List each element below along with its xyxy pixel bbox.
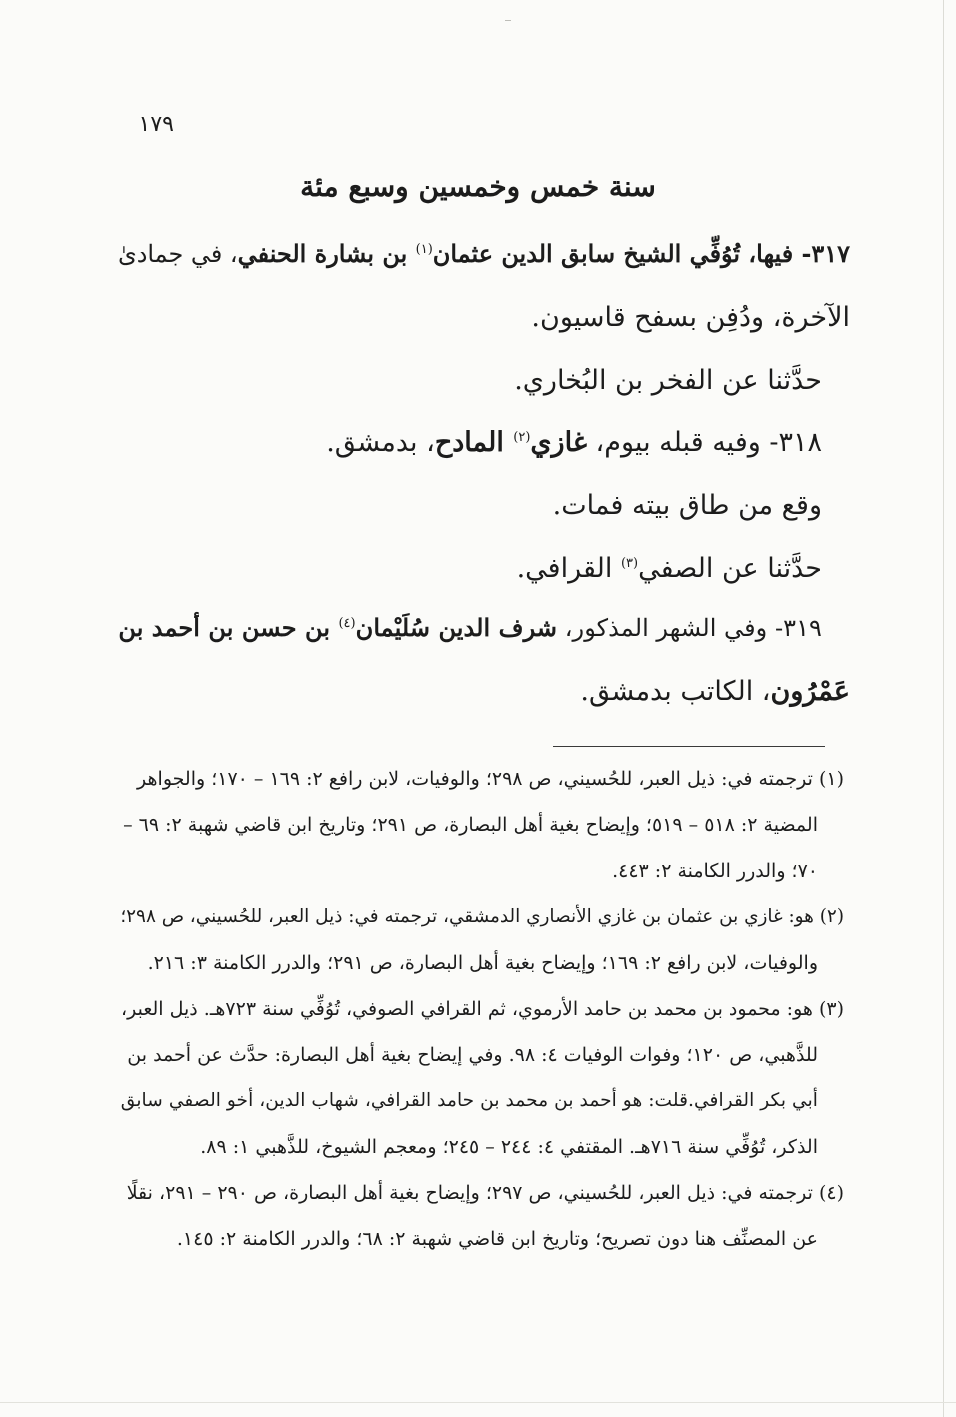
footnote-separator xyxy=(553,746,825,747)
entry-text: حدَّثنا عن الصفي xyxy=(638,553,822,584)
entry-name: تُوُفِّي الشيخ سابق الدين عثمان xyxy=(432,240,741,268)
entry-name: شرف الدين سُلَيْمان xyxy=(355,613,558,642)
page-edge-right xyxy=(943,0,944,1417)
entry-317-line-2: الآخرة، ودُفِن بسفح قاسيون. xyxy=(531,302,850,333)
entry-number: ٣١٧- فيها، xyxy=(740,240,850,268)
entry-number: ٣١٩- وفي الشهر المذكور، xyxy=(557,614,822,642)
footnote-3-line-4: الذكر، تُوُفِّي سنة ٧١٦هـ. المقتفي ٤: ٢٤٤ – ٢٤٥؛ ومعجم الشيوخ، للذَّهبي ١: ٨٩. xyxy=(200,1136,818,1158)
entry-name: غازي xyxy=(530,427,587,458)
footnote-3-line-1: (٣) هو: محمود بن محمد بن حامد الأرموي، ثم القرافي الصوفي، تُوُفِّي سنة ٧٢٣هـ. ذيل العبر، xyxy=(120,998,844,1020)
footnote-4-line-2: عن المصنِّف هنا دون تصريح؛ وتاريخ ابن قاضي شهبة ٢: ٦٨؛ والدرر الكامنة ٢: ١٤٥. xyxy=(176,1228,818,1250)
footnote-3-line-3: أبي بكر القرافي.قلت: هو أحمد بن محمد بن حامد القرافي، شهاب الدين، أخو الصفي سابق xyxy=(120,1090,818,1111)
entry-text: ، بدمشق. xyxy=(326,427,435,458)
entry-number: ٣١٨- وفيه قبله بيوم، xyxy=(586,427,822,458)
footnote-3-line-2: للذَّهبي، ص ١٢٠؛ وفوات الوفيات ٤: ٩٨. وفي إيضاح بغية أهل البصارة: حدَّث عن أحمد بن xyxy=(127,1044,818,1066)
entry-text-cont: القرافي. xyxy=(516,553,621,584)
entry-name-cont: بن بشارة الحنفي xyxy=(237,240,416,268)
entry-text: ، في جمادىٰ xyxy=(117,240,238,268)
entry-319-line-1 xyxy=(118,614,822,643)
entry-name-cont: المادح xyxy=(434,427,514,458)
entry-name-cont: بن حسن بن أحمد بن xyxy=(118,613,339,642)
page-number: ١٧٩ xyxy=(138,112,174,137)
footnote-ref: (٣) xyxy=(620,556,639,571)
footnote-2-line-2: والوفيات، لابن رافع ٢: ١٦٩؛ وإيضاح بغية أهل البصارة، ص ٢٩١؛ والدرر الكامنة ٣: ٢١٦. xyxy=(147,952,818,974)
entry-317-line-1 xyxy=(118,240,850,269)
entry-319-line-2 xyxy=(580,676,850,708)
footnote-2-line-1: (٢) هو: غازي بن عثمان بن غازي الأنصاري الدمشقي، ترجمته في: ذيل العبر، للحُسيني، ص ٢٩٨؛ xyxy=(120,906,844,927)
entry-317-line-3: حدَّثنا عن الفخر بن البُخاري. xyxy=(514,365,822,396)
entry-318-line-2: وقع من طاق بيته فمات. xyxy=(552,490,822,521)
entry-text: ، الكاتب بدمشق. xyxy=(580,676,771,707)
footnote-ref: (٢) xyxy=(513,430,531,445)
entry-name: عَمْرُون xyxy=(770,676,850,707)
footnote-1-line-1: (١) ترجمته في: ذيل العبر، للحُسيني، ص ٢٩٨؛ والوفيات، لابن رافع ٢: ١٦٩ – ١٧٠؛ والجواهر xyxy=(137,768,844,790)
entry-318-line-3 xyxy=(517,553,822,585)
footnote-ref: (١) xyxy=(415,242,433,258)
scan-mark xyxy=(505,20,511,21)
page-edge-bottom xyxy=(0,1402,956,1403)
footnote-4-line-1: (٤) ترجمته في: ذيل العبر، للحُسيني، ص ٢٩٧؛ وإيضاح بغية أهل البصارة، ص ٢٩٠ – ٢٩١، نقلًا xyxy=(126,1182,844,1204)
entry-318-line-1 xyxy=(326,427,822,459)
section-heading: سنة خمس وخمسين وسبع مئة xyxy=(300,170,656,203)
footnote-1-line-3: ٧٠؛ والدرر الكامنة ٢: ٤٤٣. xyxy=(612,860,818,882)
footnote-1-line-2: المضية ٢: ٥١٨ – ٥١٩؛ وإيضاح بغية أهل البصارة، ص ٢٩١؛ وتاريخ ابن قاضي شهبة ٢: ٦٩ – xyxy=(123,814,818,836)
footnote-ref: (٤) xyxy=(338,615,356,631)
